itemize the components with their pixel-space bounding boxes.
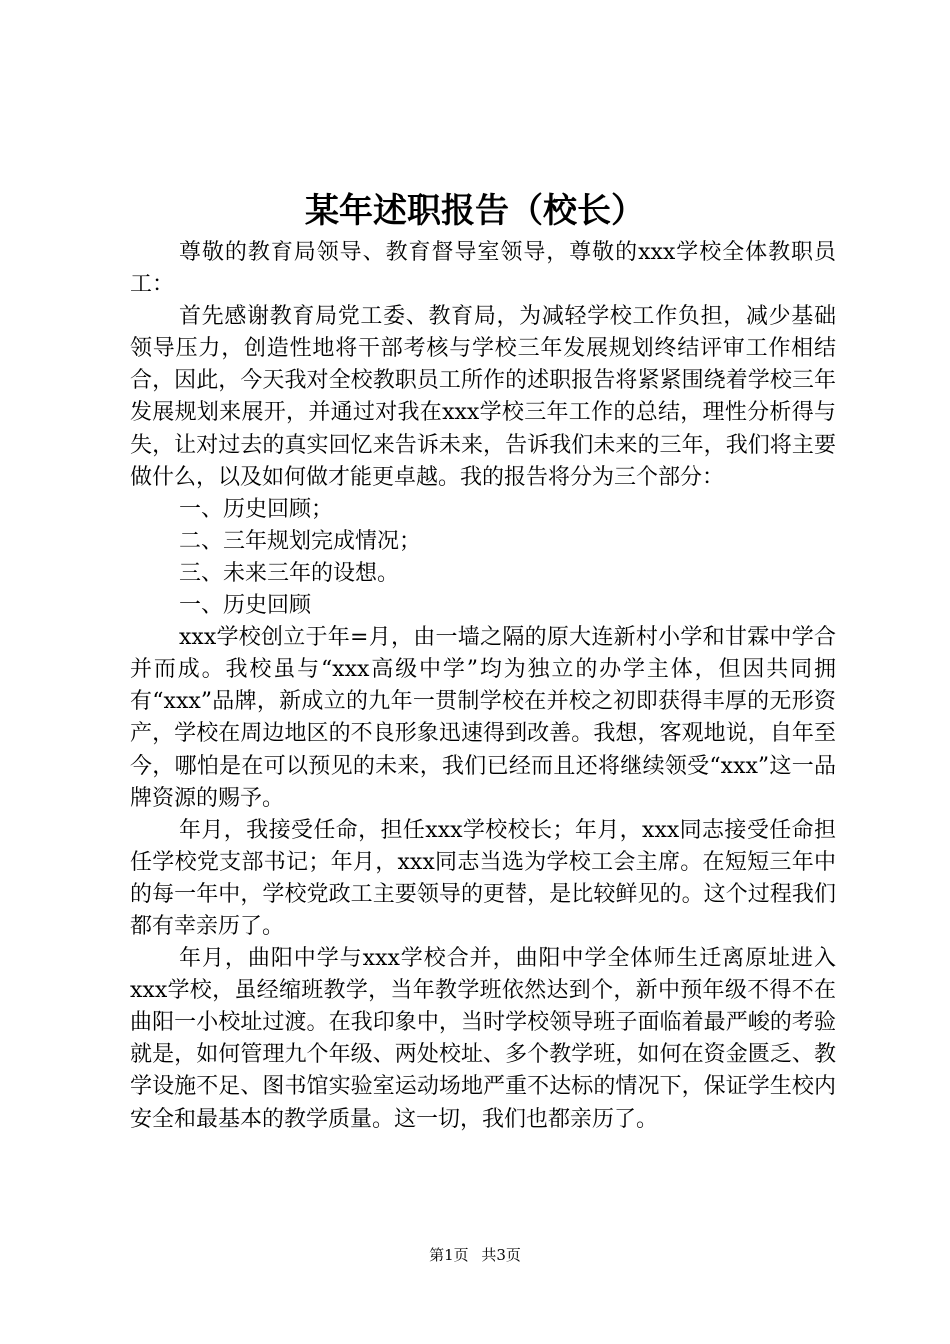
paragraph-salutation: 尊敬的教育局领导、教育督导室领导，尊敬的xxx学校全体教职员工： — [130, 240, 836, 298]
document-body — [130, 237, 836, 1136]
page-number: 第1页 — [429, 1246, 469, 1264]
page-footer — [0, 1243, 950, 1267]
page-total: 共3页 — [481, 1246, 521, 1264]
outline-item-1: 一、历史回顾； — [179, 496, 334, 522]
section-heading-history: 一、历史回顾 — [179, 593, 312, 619]
outline-item-2: 二、三年规划完成情况； — [179, 528, 422, 554]
paragraph-history-1: xxx学校创立于年=月，由一墙之隔的原大连新村小学和甘霖中学合并而成。我校虽与“xxx高级中学”均为独立的办学主体，但因共同拥有“xxx”品牌，新成立的九年一贯制学校在并校之初即获得丰厚的无形资产，学校在周边地区的不良形象迅速得到改善。我想，客观地说，自年至今，哪怕是在可以预见的未来，我们已经而且还将继续领受“xxx”这一品牌资源的赐予。 — [130, 625, 836, 811]
outline-item-3: 三、未来三年的设想。 — [179, 560, 400, 586]
paragraph-history-2: 年月，我接受任命，担任xxx学校校长；年月，xxx同志接受任命担任学校党支部书记；年月，xxx同志当选为学校工会主席。在短短三年中的每一年中，学校党政工主要领导的更替，是比较鲜见的。这个过程我们都有幸亲历了。 — [130, 817, 836, 939]
paragraph-intro: 首先感谢教育局党工委、教育局，为减轻学校工作负担，减少基础领导压力，创造性地将干部考核与学校三年发展规划终结评审工作相结合，因此，今天我对全校教职员工所作的述职报告将紧紧围绕着学校三年发展规划来展开，并通过对我在xxx学校三年工作的总结，理性分析得与失，让对过去的真实回忆来告诉未来，告诉我们未来的三年，我们将主要做什么，以及如何做才能更卓越。我的报告将分为三个部分： — [130, 304, 836, 490]
document-title: 某年述职报告（校长） — [305, 191, 645, 231]
paragraph-history-3: 年月，曲阳中学与xxx学校合并，曲阳中学全体师生迁离原址进入xxx学校，虽经缩班教学，当年教学班依然达到个，新中预年级不得不在曲阳一小校址过渡。在我印象中，当时学校领导班子面临着最严峻的考验就是，如何管理九个年级、两处校址、多个教学班，如何在资金匮乏、教学设施不足、图书馆实验室运动场地严重不达标的情况下，保证学生校内安全和最基本的教学质量。这一切，我们也都亲历了。 — [130, 946, 836, 1132]
